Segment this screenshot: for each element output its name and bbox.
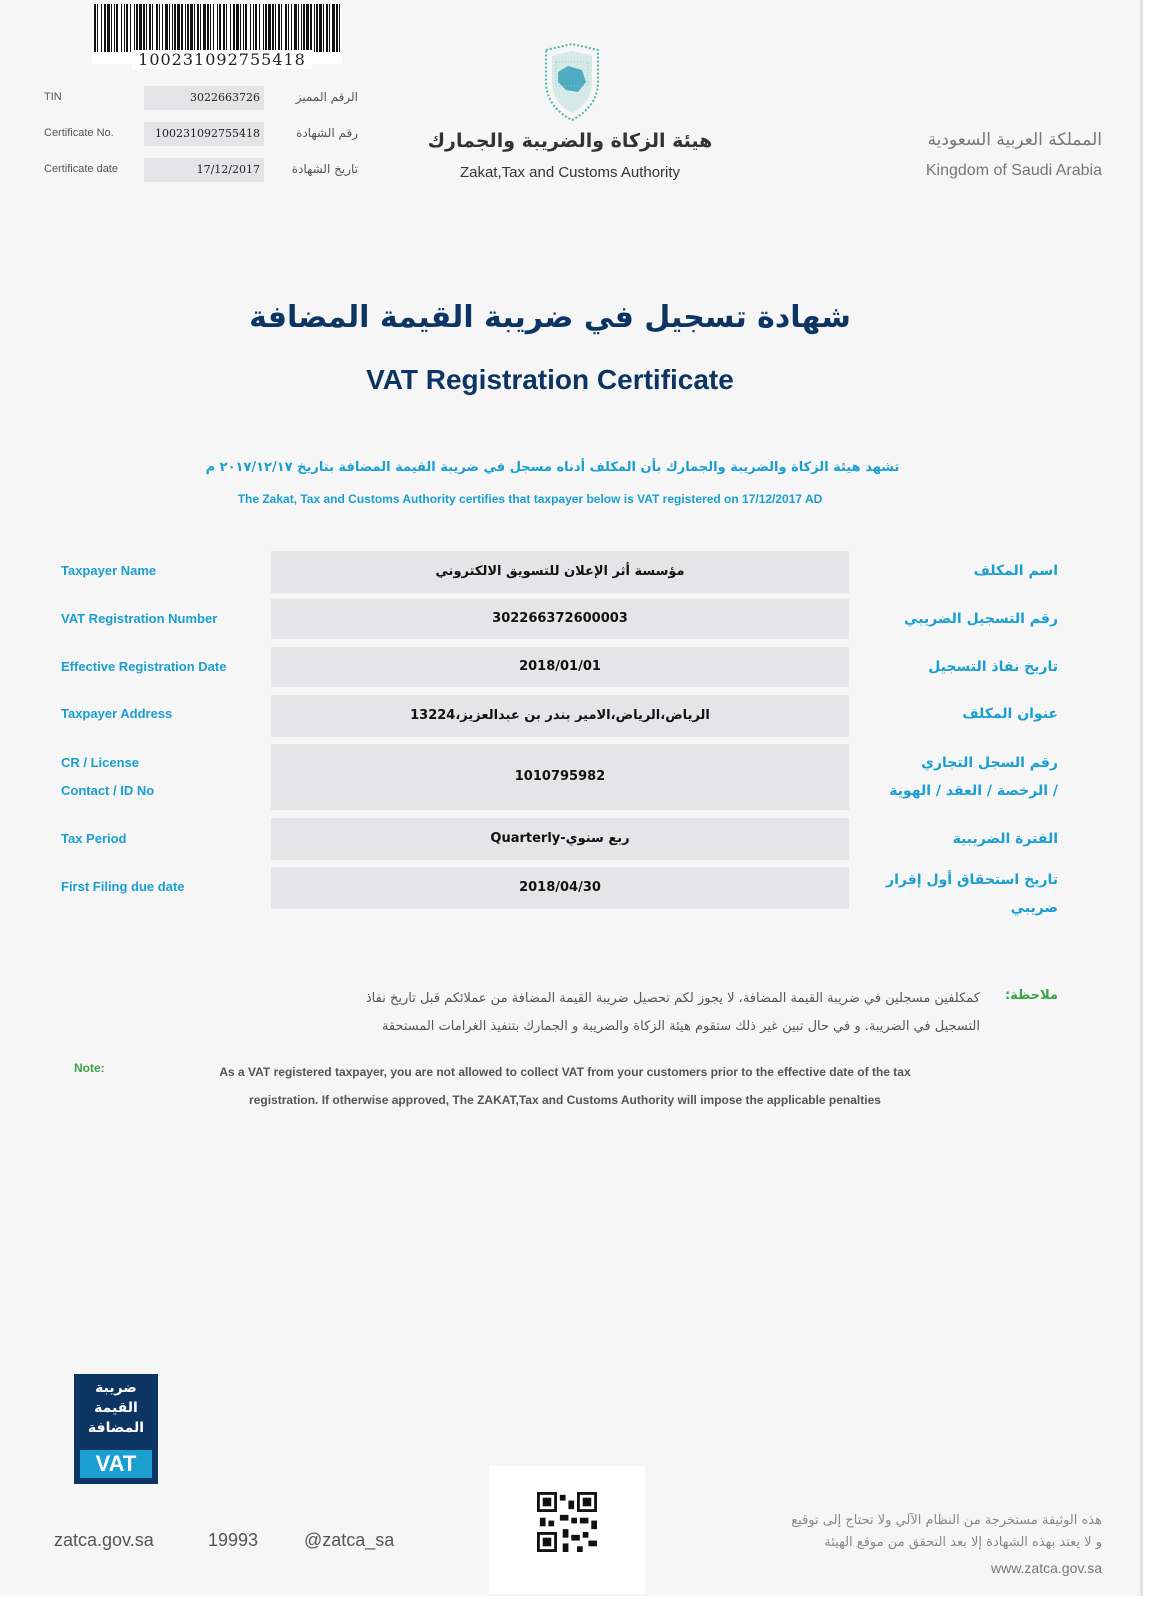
qr-code-icon (537, 1492, 597, 1552)
tin-row (44, 86, 364, 112)
taxpayer-name-label-en: Taxpayer Name (61, 563, 157, 578)
authority-name-ar: هيئة الزكاة والضريبة والجمارك (427, 130, 713, 152)
cr-license-label-en: CR / License (61, 755, 140, 770)
footer-handle[interactable]: @zatca_sa (304, 1530, 395, 1550)
note-label-en: Note: (74, 1061, 105, 1075)
contact-id-label-ar: / الرخصة / العقد / الهوية (889, 783, 1058, 799)
note-text-en (150, 1058, 980, 1114)
effective-date-label-ar: تاريخ نفاذ التسجيل (928, 659, 1058, 675)
vat-logo-line-3: المضافة (87, 1420, 145, 1436)
vat-number-label-ar: رقم التسجيل الضريبي (904, 611, 1058, 627)
vat-logo-en: VAT (80, 1450, 152, 1478)
barcode-number: 100231092755418 (132, 50, 312, 69)
certificate-no-label-en: Certificate No. (44, 127, 114, 139)
footer-disclaimer-ar-line-1: هذه الوثيقة مستخرجة من النظام الآلي ولا تحتاج إلى توقيع (791, 1513, 1102, 1528)
first-filing-label-en: First Filing due date (61, 879, 185, 894)
footer-site[interactable]: zatca.gov.sa (54, 1530, 154, 1550)
note-text-ar-line-1: كمكلفين مسجلين في ضريبة القيمة المضافة، لا يجوز لكم تحصيل ضريبة القيمة المضافة من عملائكم قبل تاريخ نفاذ (365, 991, 980, 1006)
certifies-statement-ar: تشهد هيئة الزكاة والضريبة والجمارك بأن المكلف أدناه مسجل في ضريبة القيمة المضافة بتاريخ ٢٠١٧/١٢/١٧ م (205, 460, 900, 475)
effective-date-value: 2018/01/01 (271, 647, 849, 687)
tin-label-ar: الرقم المميز (295, 90, 358, 104)
tin-label-en: TIN (44, 91, 62, 103)
tax-period-label-en: Tax Period (61, 831, 127, 846)
certificate-date-value: 17/12/2017 (144, 158, 264, 182)
country-name-ar: المملكة العربية السعودية (927, 130, 1102, 150)
taxpayer-name-value: مؤسسة أثر الإعلان للتسويق الالكتروني (271, 551, 849, 593)
footer-disclaimer-ar (700, 1510, 1102, 1554)
vat-logo-line-1: ضريبة (95, 1380, 137, 1396)
certificate-no-label-ar: رقم الشهادة (296, 126, 358, 140)
first-filing-label-ar-2: ضريبي (1010, 900, 1058, 916)
cr-license-value: 1010795982 (271, 744, 849, 810)
authority-name-en: Zakat,Tax and Customs Authority (459, 164, 681, 181)
taxpayer-address-label-ar: عنوان المكلف (962, 706, 1058, 722)
vat-number-value: 302266372600003 (271, 599, 849, 639)
certificate-date-row (44, 158, 364, 184)
taxpayer-address-label-en: Taxpayer Address (61, 706, 173, 721)
vat-logo (74, 1374, 158, 1484)
tin-value: 3022663726 (144, 86, 264, 110)
certifies-statement-en: The Zakat, Tax and Customs Authority certifies that taxpayer below is VAT registered on 17/12/2017 AD (237, 492, 823, 506)
zatca-logo-icon (538, 42, 606, 122)
note-text-en-line-2: registration. If otherwise approved, The ZAKAT,Tax and Customs Authority will impose the applicable penalties (249, 1093, 881, 1107)
certificate-no-row (44, 122, 364, 148)
note-label-ar: ملاحظة: (1004, 988, 1058, 1003)
vat-number-label-en: VAT Registration Number (61, 611, 218, 626)
qr-code (489, 1466, 645, 1594)
taxpayer-address-value: الرياض،الرياض،الامير بندر بن عبدالعزيز،13224 (271, 695, 849, 737)
vat-logo-line-2: القيمة (94, 1400, 138, 1416)
certificate-date-label-en: Certificate date (44, 163, 118, 175)
note-text-ar (190, 985, 980, 1041)
certificate-no-value: 100231092755418 (144, 122, 264, 146)
first-filing-label-ar: تاريخ استحقاق أول إقرار (886, 872, 1058, 888)
note-text-en-line-1: As a VAT registered taxpayer, you are not allowed to collect VAT from your customers prior to the effective date of the tax (219, 1065, 911, 1079)
page-title-en: VAT Registration Certificate (366, 364, 734, 395)
page-title-ar: شهادة تسجيل في ضريبة القيمة المضافة (249, 300, 851, 335)
footer-phone[interactable]: 19993 (208, 1530, 259, 1550)
tax-period-label-ar: الفترة الضريبية (952, 831, 1058, 847)
contact-id-label-en: Contact / ID No (61, 783, 155, 798)
certificate-date-label-ar: تاريخ الشهادة (291, 162, 358, 176)
cr-license-label-ar: رقم السجل التجاري (921, 755, 1058, 771)
taxpayer-name-label-ar: اسم المكلف (973, 563, 1058, 579)
vat-logo-text-ar (74, 1378, 158, 1438)
footer-disclaimer-ar-line-2: و لا يعتد بهذه الشهادة إلا بعد التحقق من موقع الهيئة (824, 1535, 1102, 1550)
country-name-en: Kingdom of Saudi Arabia (925, 162, 1102, 179)
footer-website[interactable]: www.zatca.gov.sa (990, 1560, 1102, 1576)
first-filing-value: 2018/04/30 (271, 867, 849, 909)
effective-date-label-en: Effective Registration Date (61, 659, 227, 674)
tax-period-value: Quarterly-ربع سنوي (271, 818, 849, 860)
note-text-ar-line-2: التسجيل في الضريبة. و في حال تبين غير ذلك ستقوم هيئة الزكاة والضريبة و الجمارك بتنفيذ الغرامات المستحقة (381, 1019, 980, 1034)
